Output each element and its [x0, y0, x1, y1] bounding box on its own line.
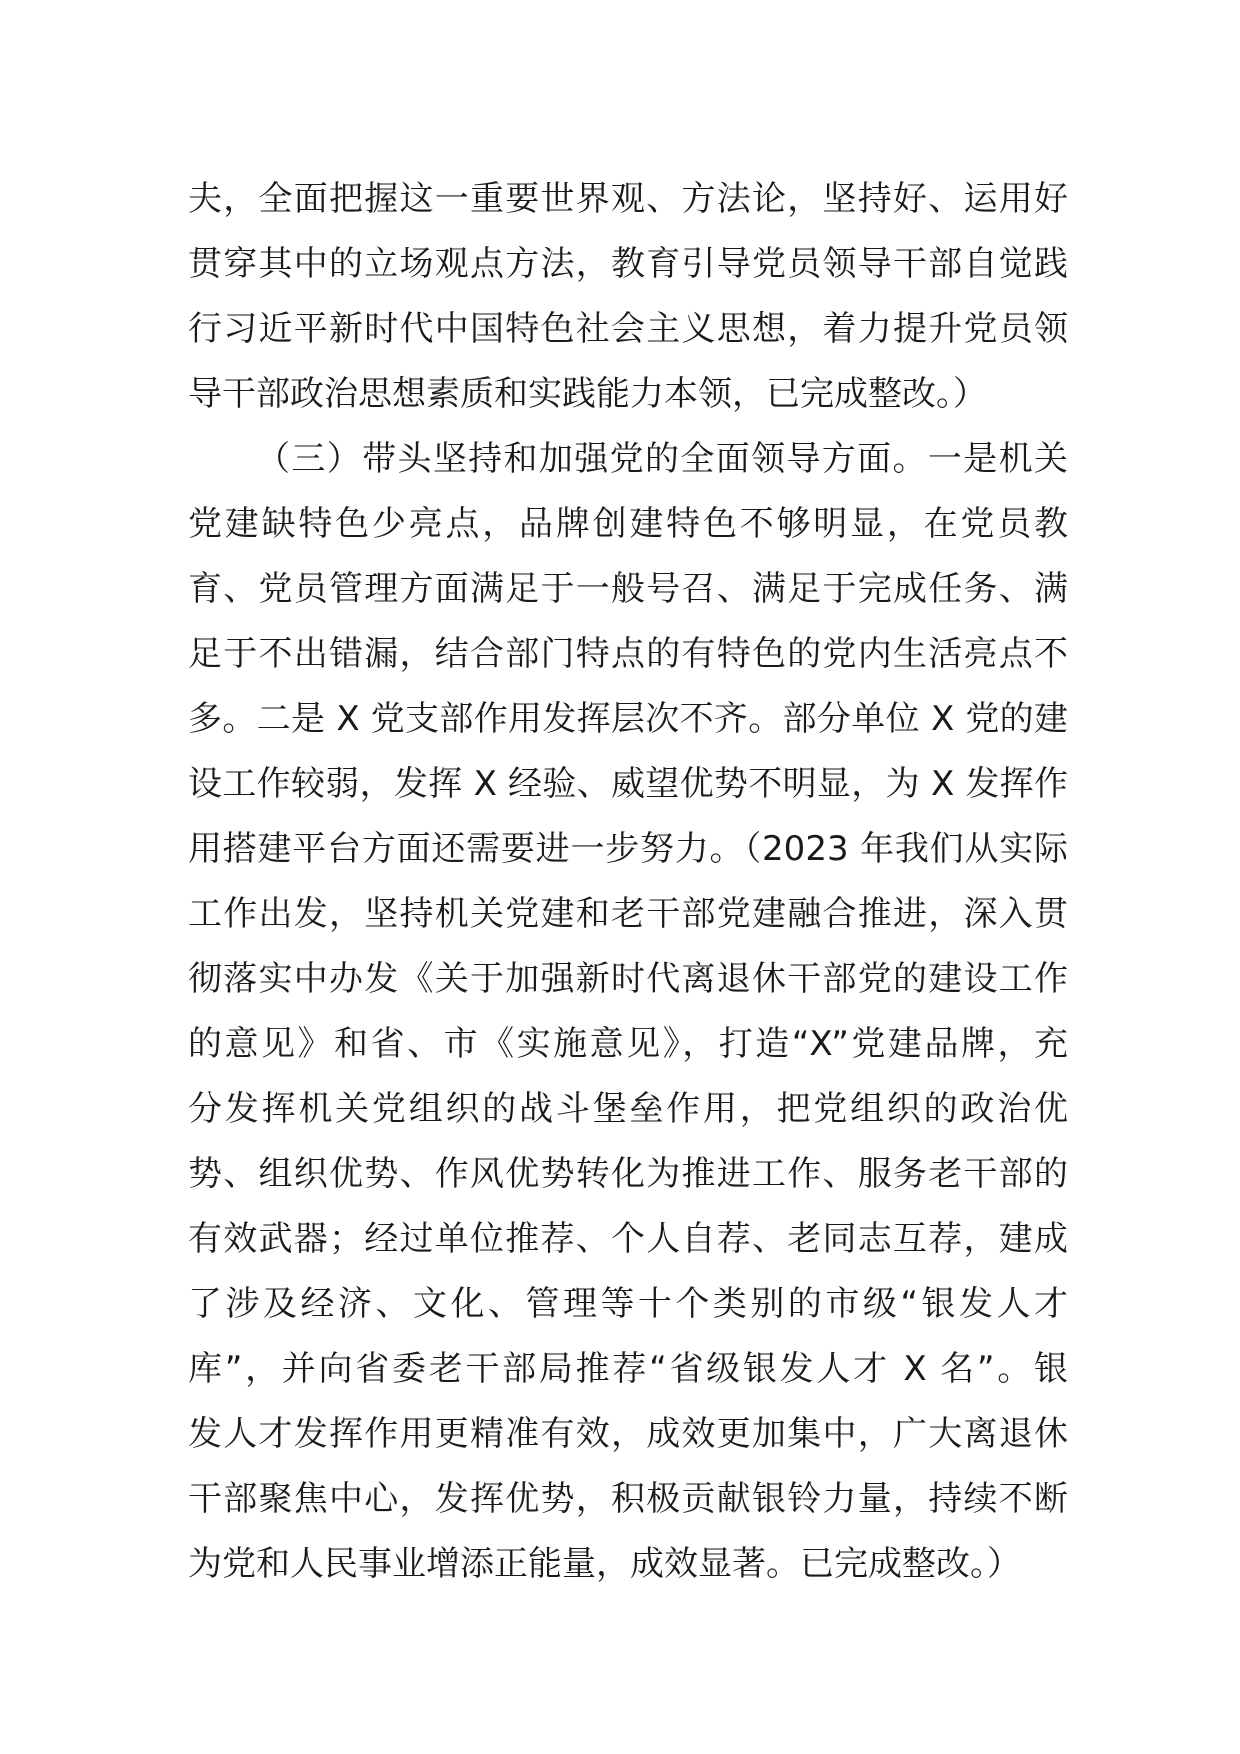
text-line: 行习近平新时代中国特色社会主义思想，着力提升党员领 [188, 309, 1068, 349]
text-line: 工作出发，坚持机关党建和老干部党建融合推进，深入贯 [188, 894, 1068, 934]
text-line: 势、组织优势、作风优势转化为推进工作、服务老干部的 [188, 1154, 1068, 1194]
text-line: 党建缺特色少亮点，品牌创建特色不够明显，在党员教 [188, 504, 1068, 544]
text-line: 设工作较弱，发挥 X 经验、威望优势不明显，为 X 发挥作 [188, 764, 1068, 804]
text-line: 彻落实中办发《关于加强新时代离退休干部党的建设工作 [188, 959, 1068, 999]
text-line: 足于不出错漏，结合部门特点的有特色的党内生活亮点不 [188, 634, 1068, 674]
text-line: 多。二是 X 党支部作用发挥层次不齐。部分单位 X 党的建 [188, 699, 1068, 739]
paragraph-section-3 [188, 427, 1068, 1597]
paragraph-continuation [188, 167, 1068, 427]
text-line: 的意见》和省、市《实施意见》，打造“X”党建品牌，充 [188, 1024, 1068, 1064]
text-line: 用搭建平台方面还需要进一步努力。（2023 年我们从实际 [188, 829, 1068, 869]
document-body [188, 167, 1068, 1597]
text-line: 贯穿其中的立场观点方法，教育引导党员领导干部自觉践 [188, 244, 1068, 284]
text-line: 导干部政治思想素质和实践能力本领，已完成整改。） [188, 374, 987, 414]
section-heading-line: （三）带头坚持和加强党的全面领导方面。一是机关 [256, 439, 1068, 479]
text-line: 夫，全面把握这一重要世界观、方法论，坚持好、运用好 [188, 179, 1068, 219]
text-line: 发人才发挥作用更精准有效，成效更加集中，广大离退休 [188, 1414, 1068, 1454]
text-line: 了涉及经济、文化、管理等十个类别的市级“银发人才 [188, 1284, 1068, 1324]
text-line: 为党和人民事业增添正能量，成效显著。已完成整改。） [188, 1544, 1021, 1584]
text-line: 有效武器；经过单位推荐、个人自荐、老同志互荐，建成 [188, 1219, 1068, 1259]
text-line: 育、党员管理方面满足于一般号召、满足于完成任务、满 [188, 569, 1068, 609]
text-line: 库”，并向省委老干部局推荐“省级银发人才 X 名”。银 [188, 1349, 1068, 1389]
text-line: 干部聚焦中心，发挥优势，积极贡献银铃力量，持续不断 [188, 1479, 1068, 1519]
text-line: 分发挥机关党组织的战斗堡垒作用，把党组织的政治优 [188, 1089, 1068, 1129]
